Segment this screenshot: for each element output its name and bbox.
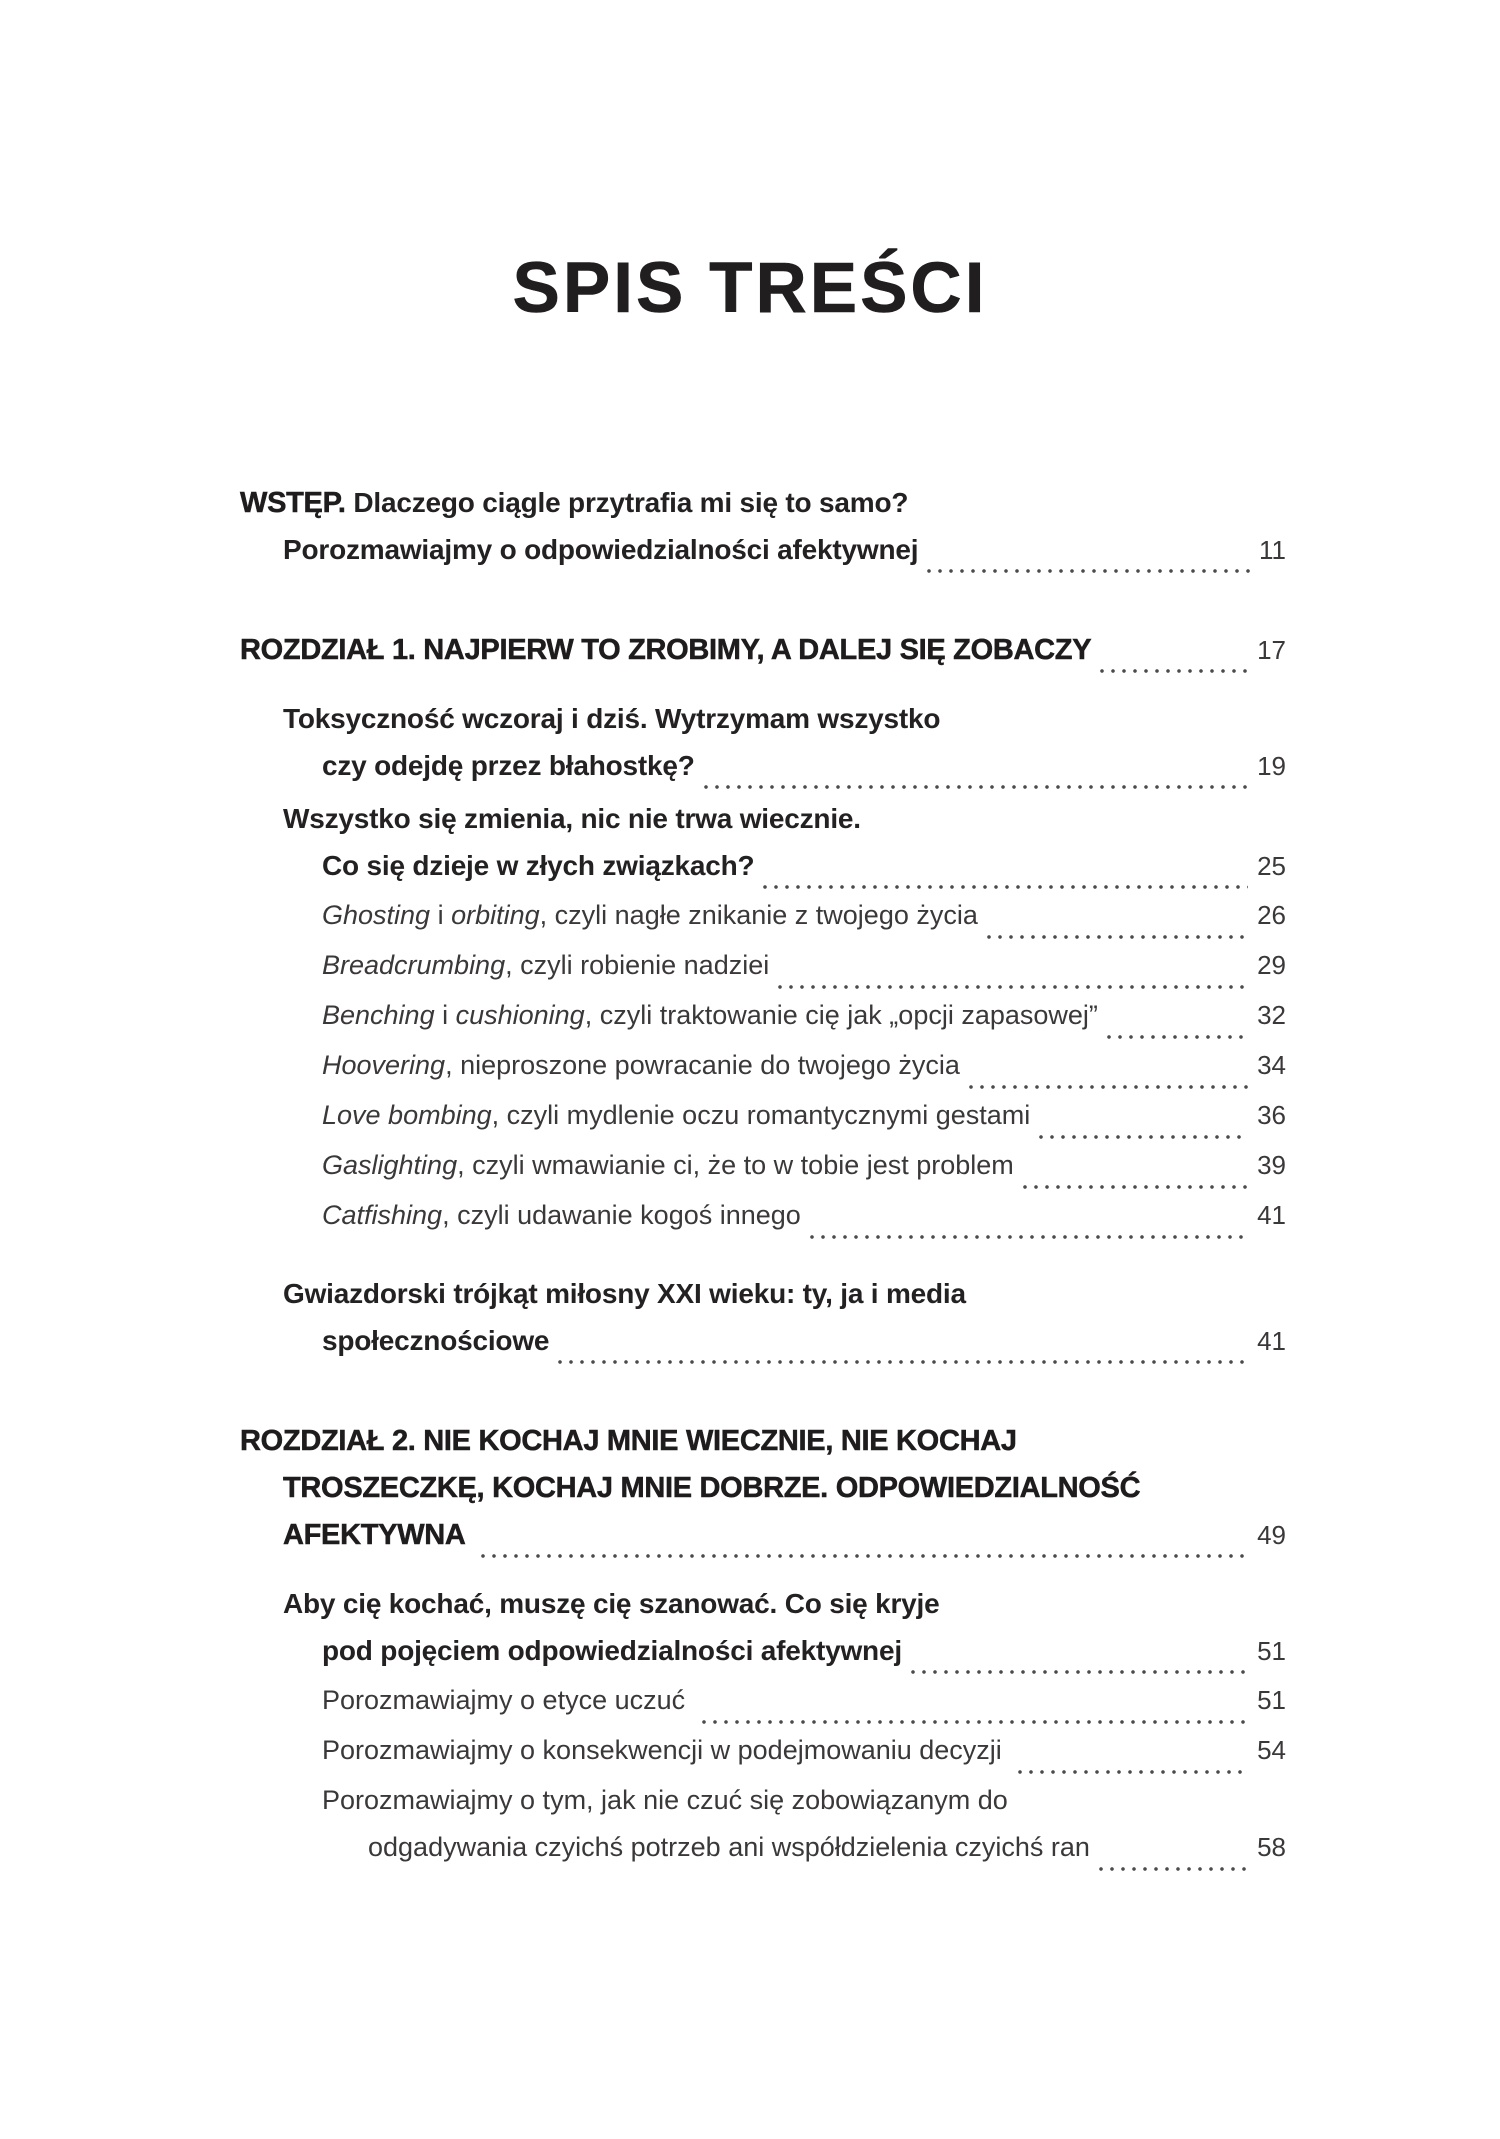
toc-text-segment: Porozmawiajmy o odpowiedzialności afektywnej bbox=[283, 534, 919, 565]
dot-leader bbox=[1018, 1770, 1248, 1774]
page-number: 39 bbox=[1257, 1150, 1286, 1180]
toc-text-segment: AFEKTYWNA bbox=[283, 1519, 473, 1551]
page-number: 25 bbox=[1257, 851, 1286, 881]
toc-entry bbox=[240, 703, 1286, 797]
dot-leader bbox=[1039, 1135, 1248, 1139]
toc-text-segment: ROZDZIAŁ 2. NIE KOCHAJ MNIE WIECZNIE, NIE KOCHAJ bbox=[240, 1425, 1017, 1457]
toc-line bbox=[240, 1278, 1286, 1325]
page-number: 34 bbox=[1257, 1050, 1286, 1080]
toc-text-segment: , czyli traktowanie cię jak „opcji zapasowej” bbox=[584, 1000, 1098, 1030]
toc-line bbox=[240, 1000, 1286, 1047]
dot-leader bbox=[1107, 1035, 1248, 1039]
toc-text-segment: Dlaczego ciągle przytrafia mi się to samo? bbox=[353, 487, 909, 518]
dot-leader bbox=[558, 1360, 1248, 1364]
toc-entry bbox=[240, 1685, 1286, 1732]
page-number: 41 bbox=[1257, 1200, 1286, 1230]
toc-text-segment: i bbox=[430, 900, 452, 930]
toc-text-segment: , czyli wmawianie ci, że to w tobie jest problem bbox=[457, 1150, 1014, 1180]
toc-line bbox=[240, 803, 1286, 850]
toc-entry bbox=[240, 1588, 1286, 1682]
toc-text-segment: orbiting bbox=[451, 900, 540, 930]
dot-leader bbox=[987, 935, 1248, 939]
toc-text-segment: Catfishing bbox=[322, 1200, 443, 1230]
toc-line bbox=[240, 1588, 1286, 1635]
page-number: 51 bbox=[1257, 1636, 1286, 1666]
toc-line bbox=[240, 1785, 1286, 1832]
dot-leader bbox=[1023, 1185, 1248, 1189]
toc-entry bbox=[240, 900, 1286, 947]
toc-text-segment: pod pojęciem odpowiedzialności afektywnej bbox=[322, 1635, 902, 1666]
toc-text-segment: Breadcrumbing bbox=[322, 950, 506, 980]
toc-text-segment: czy odejdę przez błahostkę? bbox=[322, 750, 695, 781]
toc-text-segment: odgadywania czyichś potrzeb ani współdzielenia czyichś ran bbox=[368, 1832, 1090, 1862]
dot-leader bbox=[702, 1720, 1248, 1724]
page-number: 17 bbox=[1257, 635, 1286, 665]
toc-text-segment: Hoovering bbox=[322, 1050, 446, 1080]
page-number: 29 bbox=[1257, 950, 1286, 980]
dot-leader bbox=[778, 985, 1248, 989]
toc-text-segment: , czyli mydlenie oczu romantycznymi gestami bbox=[491, 1100, 1031, 1130]
toc-line bbox=[240, 1150, 1286, 1197]
toc-line bbox=[240, 703, 1286, 750]
toc-line bbox=[240, 1635, 1286, 1682]
toc-entry bbox=[240, 1200, 1286, 1247]
toc-text-segment: , nieproszone powracanie do twojego życia bbox=[445, 1050, 960, 1080]
toc-line bbox=[240, 487, 1286, 534]
toc-entry bbox=[240, 803, 1286, 897]
page-number: 41 bbox=[1257, 1326, 1286, 1356]
toc-text-segment: , czyli udawanie kogoś innego bbox=[442, 1200, 801, 1230]
toc-line bbox=[240, 1472, 1286, 1519]
toc-line bbox=[240, 1325, 1286, 1372]
page-number: 58 bbox=[1257, 1832, 1286, 1862]
dot-leader bbox=[481, 1554, 1248, 1558]
page-number: 36 bbox=[1257, 1100, 1286, 1130]
toc-text-segment: Gaslighting bbox=[322, 1150, 458, 1180]
toc-text-segment: ROZDZIAŁ 1. NAJPIERW TO ZROBIMY, A DALEJ SIĘ ZOBACZY bbox=[240, 634, 1092, 666]
toc-text-segment: Love bombing bbox=[322, 1100, 492, 1130]
toc-text-segment: Porozmawiajmy o konsekwencji w podejmowaniu decyzji bbox=[322, 1735, 1010, 1765]
toc-text-segment: TROSZECZKĘ, KOCHAJ MNIE DOBRZE. ODPOWIEDZIALNOŚĆ bbox=[283, 1472, 1141, 1504]
toc-line bbox=[240, 1832, 1286, 1879]
toc-line bbox=[240, 1050, 1286, 1097]
dot-leader bbox=[927, 569, 1250, 573]
toc-line bbox=[240, 850, 1286, 897]
toc-entry bbox=[240, 1785, 1286, 1879]
page-number: 19 bbox=[1257, 751, 1286, 781]
toc-text-segment: Ghosting bbox=[322, 900, 431, 930]
toc-line bbox=[240, 1685, 1286, 1732]
toc-entry bbox=[240, 487, 1286, 581]
toc-text-segment: społecznościowe bbox=[322, 1325, 550, 1356]
toc-text-segment: Gwiazdorski trójkąt miłosny XXI wieku: ty, ja i media bbox=[283, 1278, 966, 1309]
page-number: 26 bbox=[1257, 900, 1286, 930]
toc-line bbox=[240, 1100, 1286, 1147]
dot-leader bbox=[704, 785, 1248, 789]
dot-leader bbox=[1099, 1867, 1248, 1871]
page-number: 51 bbox=[1257, 1685, 1286, 1715]
toc-line bbox=[240, 1425, 1286, 1472]
dot-leader bbox=[1100, 669, 1248, 673]
toc-text-segment: Porozmawiajmy o etyce uczuć bbox=[322, 1685, 693, 1715]
toc-line bbox=[240, 1735, 1286, 1782]
page-number: 32 bbox=[1257, 1000, 1286, 1030]
toc-text-segment: Benching bbox=[322, 1000, 435, 1030]
toc-line bbox=[240, 634, 1286, 681]
toc-text-segment: WSTĘP. bbox=[240, 487, 354, 519]
dot-leader bbox=[763, 885, 1248, 889]
dot-leader bbox=[969, 1085, 1248, 1089]
dot-leader bbox=[911, 1670, 1248, 1674]
toc-entry bbox=[240, 1278, 1286, 1372]
toc-line bbox=[240, 900, 1286, 947]
toc-entry bbox=[240, 1150, 1286, 1197]
toc-text-segment: , czyli robienie nadziei bbox=[505, 950, 770, 980]
toc-text-segment: Aby cię kochać, muszę cię szanować. Co się kryje bbox=[283, 1588, 940, 1619]
toc-line bbox=[240, 750, 1286, 797]
toc-line bbox=[240, 950, 1286, 997]
page-number: 49 bbox=[1257, 1520, 1286, 1550]
toc-entry bbox=[240, 1100, 1286, 1147]
toc-text-segment: Porozmawiajmy o tym, jak nie czuć się zobowiązanym do bbox=[322, 1785, 1008, 1815]
toc-line bbox=[240, 1200, 1286, 1247]
page-number: 11 bbox=[1259, 535, 1286, 565]
toc-text-segment: Co się dzieje w złych związkach? bbox=[322, 850, 755, 881]
dot-leader bbox=[810, 1235, 1248, 1239]
toc-entry bbox=[240, 1425, 1286, 1566]
toc-text-segment: Toksyczność wczoraj i dziś. Wytrzymam wszystko bbox=[283, 703, 941, 734]
toc-entry bbox=[240, 1735, 1286, 1782]
toc-entry bbox=[240, 950, 1286, 997]
toc-text-segment: i bbox=[434, 1000, 456, 1030]
toc-text-segment: , czyli nagłe znikanie z twojego życia bbox=[539, 900, 978, 930]
toc-text-segment: Wszystko się zmienia, nic nie trwa wiecznie. bbox=[283, 803, 861, 834]
toc-line bbox=[240, 534, 1286, 581]
toc-entry bbox=[240, 1050, 1286, 1097]
page-title: SPIS TREŚCI bbox=[512, 249, 988, 328]
toc-entry bbox=[240, 634, 1286, 681]
toc-entry bbox=[240, 1000, 1286, 1047]
toc-list bbox=[240, 487, 1286, 1879]
page-number: 54 bbox=[1257, 1735, 1286, 1765]
toc-text-segment: cushioning bbox=[455, 1000, 585, 1030]
toc-line bbox=[240, 1519, 1286, 1566]
